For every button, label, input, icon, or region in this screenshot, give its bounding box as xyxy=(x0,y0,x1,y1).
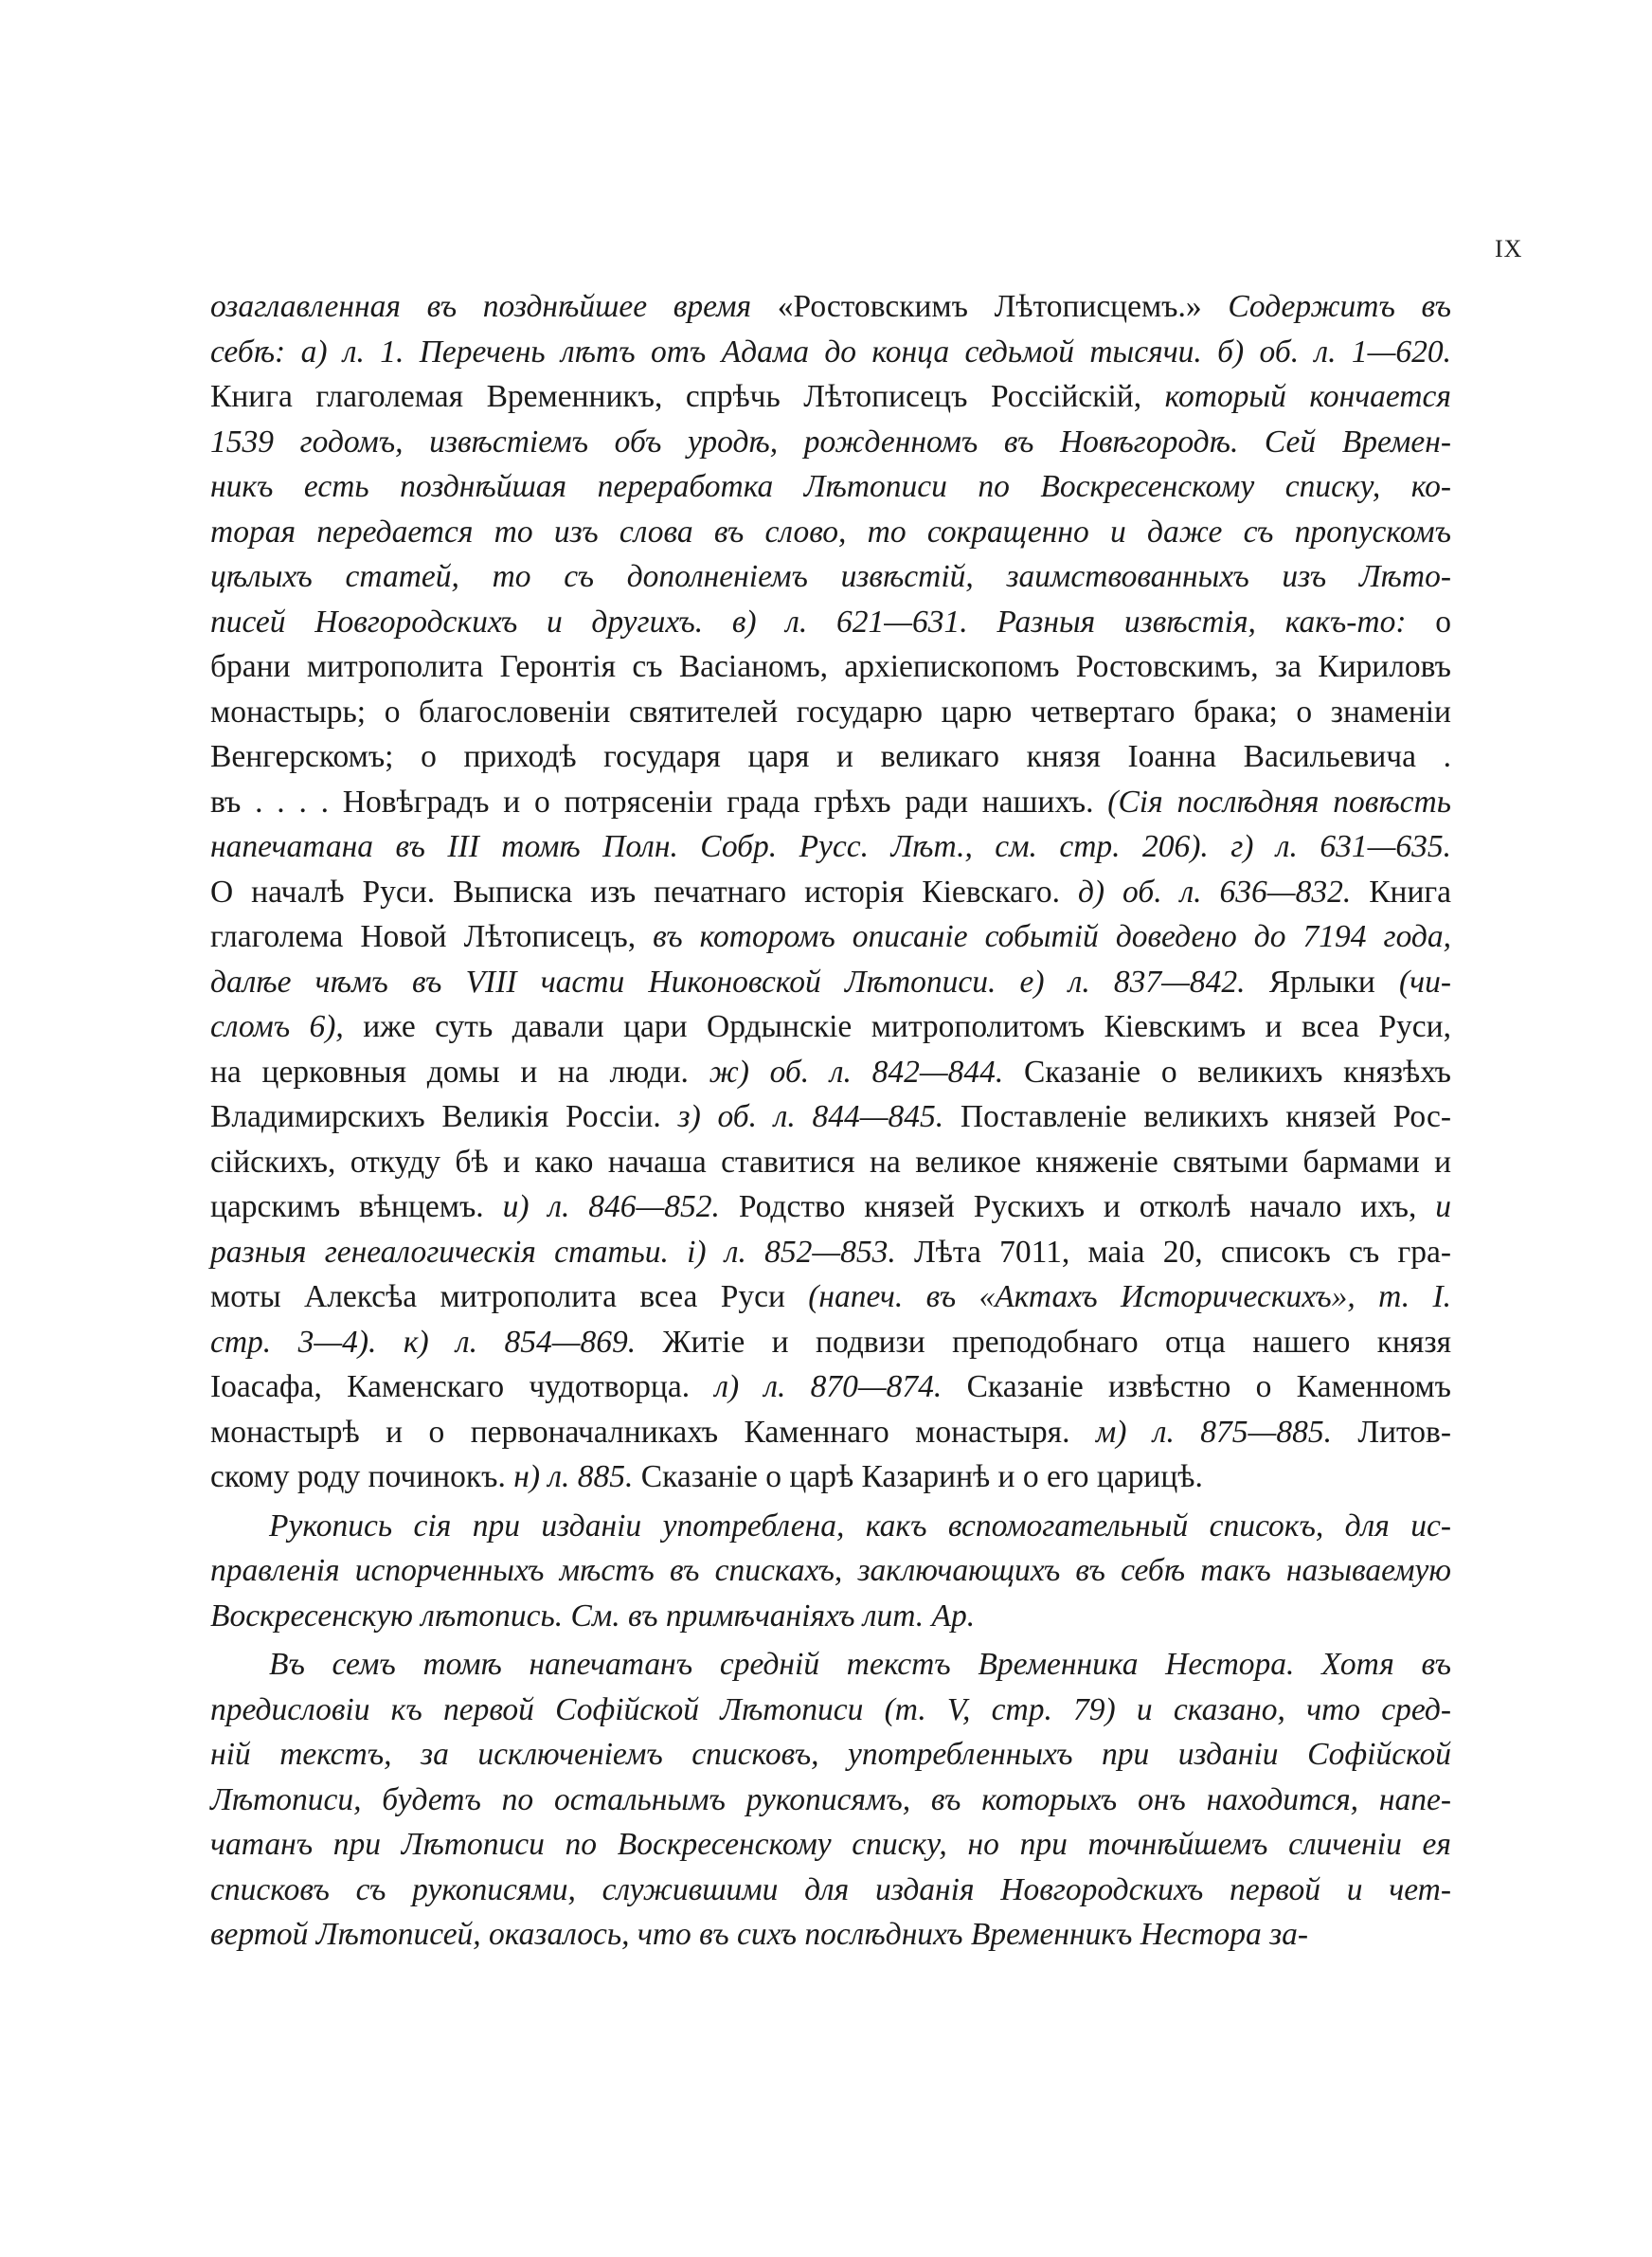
paragraph-nestor-text xyxy=(210,1642,1451,1958)
italic-text: сломъ 6), xyxy=(210,1009,344,1044)
roman-text: Литов- xyxy=(1331,1414,1451,1450)
roman-text: Житіе и подвизи преподобнаго отца нашего князя xyxy=(636,1324,1451,1360)
text-line xyxy=(210,1094,1451,1140)
text-line xyxy=(210,1504,1451,1549)
text-line xyxy=(210,914,1451,960)
text-line xyxy=(210,1050,1451,1095)
italic-text: ній текстъ, за исключеніемъ списковъ, употребленныхъ при изданіи Софійской xyxy=(210,1737,1451,1772)
italic-text: цѣлыхъ статей, то съ дополненіемъ извѣстій, заимствованныхъ изъ Лѣто- xyxy=(210,559,1451,594)
text-line xyxy=(210,644,1451,690)
italic-text: Въ семъ томѣ напечатанъ средній текстъ Временника Нестора. Хотя въ xyxy=(269,1647,1451,1682)
italic-text: л) л. 870—874. xyxy=(714,1369,943,1404)
italic-text: правленія испорченныхъ мѣстъ въ спискахъ, заключающихъ въ себѣ такъ называемую xyxy=(210,1553,1451,1588)
italic-text: чатанъ при Лѣтописи по Воскресенскому списку, но при точнѣйшемъ сличеніи ея xyxy=(210,1827,1451,1862)
text-line xyxy=(210,1912,1451,1958)
text-line xyxy=(210,374,1451,420)
text-line xyxy=(210,1642,1451,1688)
roman-text: сійскихъ, откуду бѣ и како начаша ставитися на великое княженіе святыми бармами и xyxy=(210,1144,1451,1180)
text-line xyxy=(210,420,1451,465)
italic-text: н) л. 885. xyxy=(513,1459,634,1494)
italic-text: озаглавленная въ позднѣйшее время xyxy=(210,289,778,324)
italic-text: (Сія послѣдняя повѣсть xyxy=(1107,784,1451,820)
italic-text: разныя генеалогическія статьи. і) л. 852—853. xyxy=(210,1234,896,1270)
text-line xyxy=(210,780,1451,825)
italic-text: вертой Лѣтописей, оказалось, что въ сихъ послѣднихъ Временникъ Нестора за- xyxy=(210,1917,1309,1952)
paragraph-usage-note xyxy=(210,1504,1451,1639)
italic-text: напечатана въ III томѣ Полн. Собр. Русс. Лѣт., см. стр. 206). г) л. 631—635. xyxy=(210,829,1451,864)
roman-text: скому роду починокъ. xyxy=(210,1459,514,1494)
roman-text: Іоасафа, Каменскаго чудотворца. xyxy=(210,1369,715,1404)
text-line xyxy=(210,1732,1451,1778)
roman-text: О началѣ Руси. Выписка изъ печатнаго исторія Кіевскаго. xyxy=(210,874,1078,910)
text-line xyxy=(210,554,1451,600)
italic-text: з) об. л. 844—845. xyxy=(677,1099,944,1134)
roman-text: Сказаніе извѣстно о Каменномъ xyxy=(942,1369,1452,1404)
italic-text: (чи- xyxy=(1398,964,1451,1000)
roman-text: моты Алексѣа митрополита всеа Руси xyxy=(210,1279,809,1314)
roman-text: Поставленіе великихъ князей Рос- xyxy=(943,1099,1452,1134)
italic-text: Рукопись сія при изданіи употреблена, какъ вспомогательный списокъ, для ис- xyxy=(269,1508,1451,1544)
text-line xyxy=(210,1320,1451,1365)
text-line xyxy=(210,1454,1451,1500)
roman-text: «Ростовскимъ Лѣтописцемъ.» xyxy=(777,289,1229,324)
text-line xyxy=(210,690,1451,735)
text-line xyxy=(210,1274,1451,1320)
roman-text: глаголема Новой Лѣтописецъ, xyxy=(210,919,654,954)
text-line xyxy=(210,1778,1451,1823)
italic-text: д) об. л. 636—832. xyxy=(1077,874,1352,910)
text-line xyxy=(210,870,1451,915)
roman-text: Сказаніе о царѣ Казаринѣ и о его царицѣ. xyxy=(633,1459,1203,1494)
italic-text: и xyxy=(1435,1189,1451,1224)
italic-text: писей Новгородскихъ и другихъ. в) л. 621—631. Разныя извѣстія, какъ-то: xyxy=(210,604,1436,640)
roman-text: Лѣта 7011, маіа 20, списокъ съ гра- xyxy=(895,1234,1451,1270)
text-line xyxy=(210,284,1451,330)
roman-text: Владимирскихъ Великія Россіи. xyxy=(210,1099,678,1134)
roman-text: Родство князей Рускихъ и отколѣ начало ихъ, xyxy=(719,1189,1436,1224)
text-line xyxy=(210,1230,1451,1275)
text-line xyxy=(210,1688,1451,1733)
italic-text: стр. 3—4). к) л. 854—869. xyxy=(210,1324,637,1360)
roman-text: Книга xyxy=(1351,874,1452,910)
body-text xyxy=(210,284,1451,1958)
roman-text: Ярлыки xyxy=(1245,964,1399,1000)
text-line xyxy=(210,600,1451,645)
italic-text: ж) об. л. 842—844. xyxy=(709,1054,1004,1090)
text-line xyxy=(210,510,1451,555)
roman-text: царскимъ вѣнцемъ. xyxy=(210,1189,503,1224)
paragraph-manuscript-description xyxy=(210,284,1451,1500)
italic-text: м) л. 875—885. xyxy=(1095,1414,1332,1450)
page-number: IX xyxy=(1495,235,1523,262)
roman-text: Венгерскомъ; о приходѣ государя царя и великаго князя Іоанна Васильевича . xyxy=(210,739,1451,774)
text-line xyxy=(210,824,1451,870)
italic-text: предисловіи къ первой Софійской Лѣтописи (т. V, стр. 79) и сказано, что сред- xyxy=(210,1691,1451,1727)
text-line xyxy=(210,1594,1451,1639)
roman-text: монастырь; о благословеніи святителей государю царю четвертаго брака; о знаменіи xyxy=(210,694,1451,730)
italic-text: списковъ съ рукописями, служившими для изданія Новгородскихъ первой и чет- xyxy=(210,1871,1451,1907)
roman-text: въ . . . . Новѣградъ и о потрясеніи града грѣхъ ради нашихъ. xyxy=(210,784,1108,820)
italic-text: въ которомъ описаніе событій доведено до 7194 года, xyxy=(653,919,1451,954)
italic-text: (напеч. въ «Актахъ Историческихъ», т. I. xyxy=(808,1279,1451,1314)
text-line xyxy=(210,1410,1451,1455)
text-line xyxy=(210,464,1451,510)
italic-text: торая передается то изъ слова въ слово, то сокращенно и даже съ пропускомъ xyxy=(210,514,1451,550)
roman-text: Книга глаголемая Временникъ, спрѣчь Лѣтописецъ Россійскій, xyxy=(210,379,1165,414)
text-line xyxy=(210,1868,1451,1913)
italic-text: далѣе чѣмъ въ VIII части Никоновской Лѣтописи. е) л. 837—842. xyxy=(210,964,1246,1000)
italic-text: Содержитъ въ xyxy=(1228,289,1451,324)
italic-text: и) л. 846—852. xyxy=(502,1189,720,1224)
roman-text: иже суть давали цари Ордынскіе митрополитомъ Кіевскимъ и всеа Руси, xyxy=(343,1009,1451,1044)
text-line xyxy=(210,1548,1451,1594)
roman-text: Сказаніе о великихъ князѣхъ xyxy=(1003,1054,1451,1090)
text-line xyxy=(210,1004,1451,1050)
italic-text: 1539 годомъ, извѣстіемъ объ уродѣ, рожденномъ въ Новѣгородѣ. Сей Времен- xyxy=(210,424,1451,460)
text-line xyxy=(210,1184,1451,1230)
text-line xyxy=(210,1140,1451,1185)
roman-text: брани митрополита Геронтія съ Васіаномъ, архіепископомъ Ростовскимъ, за Кириловъ xyxy=(210,649,1451,684)
roman-text: о xyxy=(1435,604,1451,640)
italic-text: себѣ: а) л. 1. Перечень лѣтъ отъ Адама до конца седьмой тысячи. б) об. л. 1—620. xyxy=(210,334,1451,370)
italic-text: который кончается xyxy=(1164,379,1451,414)
text-line xyxy=(210,960,1451,1005)
text-line xyxy=(210,330,1451,375)
italic-text: Воскресенскую лѣтопись. См. въ примѣчаніяхъ лит. Ар. xyxy=(210,1598,976,1634)
text-line xyxy=(210,1822,1451,1868)
italic-text: Лѣтописи, будетъ по остальнымъ рукописямъ, въ которыхъ онъ находится, напе- xyxy=(210,1781,1451,1817)
italic-text: никъ есть позднѣйшая переработка Лѣтописи по Воскресенскому списку, ко- xyxy=(210,469,1451,504)
roman-text: на церковныя домы и на люди. xyxy=(210,1054,709,1090)
roman-text: монастырѣ и о первоначалникахъ Каменнаго монастыря. xyxy=(210,1414,1096,1450)
text-line xyxy=(210,1364,1451,1410)
text-line xyxy=(210,734,1451,780)
